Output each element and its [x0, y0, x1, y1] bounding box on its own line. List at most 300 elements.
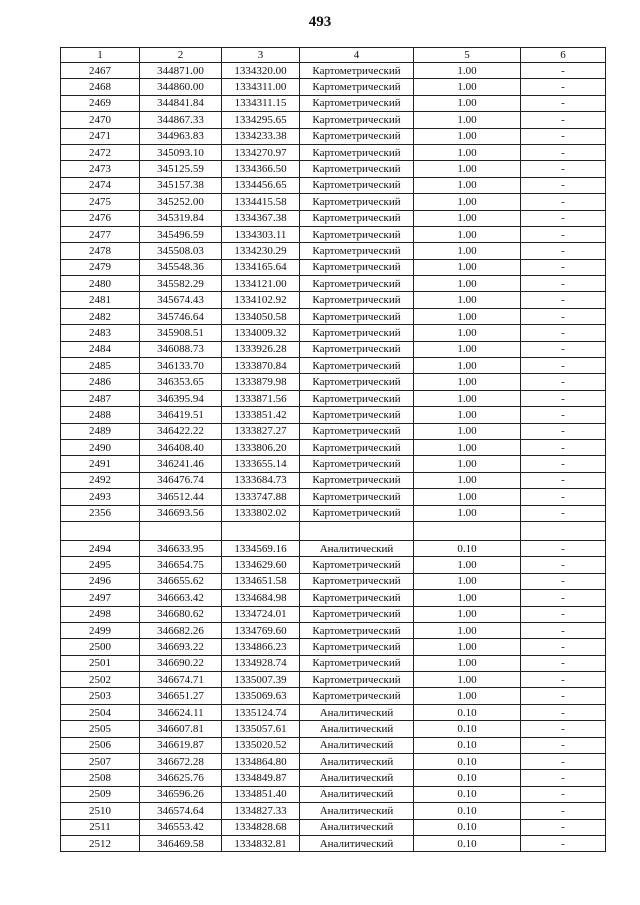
y-coordinate-cell: 1334684.98 [222, 590, 300, 606]
x-coordinate-cell: 345125.59 [140, 161, 222, 177]
point-number-cell: 2490 [61, 439, 140, 455]
column-header: 5 [414, 48, 521, 63]
point-number-cell: 2508 [61, 770, 140, 786]
accuracy-cell [414, 521, 521, 540]
y-coordinate-cell [222, 521, 300, 540]
note-cell: - [521, 341, 606, 357]
x-coordinate-cell: 346693.22 [140, 639, 222, 655]
point-number-cell: 2509 [61, 786, 140, 802]
accuracy-cell: 1.00 [414, 672, 521, 688]
method-cell: Картометрический [300, 606, 414, 622]
method-cell: Картометрический [300, 390, 414, 406]
accuracy-cell: 1.00 [414, 606, 521, 622]
note-cell: - [521, 786, 606, 802]
x-coordinate-cell: 346476.74 [140, 472, 222, 488]
table-row [61, 194, 606, 210]
point-number-cell: 2473 [61, 161, 140, 177]
table-row [61, 276, 606, 292]
table-header-row [61, 48, 606, 63]
point-number-cell: 2512 [61, 835, 140, 851]
note-cell: - [521, 704, 606, 720]
y-coordinate-cell: 1334928.74 [222, 655, 300, 671]
table-row [61, 259, 606, 275]
y-coordinate-cell: 1333851.42 [222, 407, 300, 423]
y-coordinate-cell: 1334866.23 [222, 639, 300, 655]
x-coordinate-cell: 345508.03 [140, 243, 222, 259]
x-coordinate-cell: 346419.51 [140, 407, 222, 423]
accuracy-cell: 1.00 [414, 259, 521, 275]
method-cell: Картометрический [300, 79, 414, 95]
point-number-cell: 2497 [61, 590, 140, 606]
note-cell: - [521, 161, 606, 177]
accuracy-cell: 1.00 [414, 439, 521, 455]
note-cell: - [521, 144, 606, 160]
note-cell: - [521, 325, 606, 341]
note-cell: - [521, 308, 606, 324]
method-cell: Картометрический [300, 557, 414, 573]
accuracy-cell: 0.10 [414, 704, 521, 720]
accuracy-cell: 1.00 [414, 308, 521, 324]
table-row [61, 786, 606, 802]
accuracy-cell: 1.00 [414, 505, 521, 521]
table-row [61, 390, 606, 406]
x-coordinate-cell: 346633.95 [140, 540, 222, 556]
note-cell: - [521, 770, 606, 786]
x-coordinate-cell: 346088.73 [140, 341, 222, 357]
accuracy-cell: 0.10 [414, 754, 521, 770]
note-cell [521, 521, 606, 540]
note-cell: - [521, 63, 606, 79]
accuracy-cell: 1.00 [414, 622, 521, 638]
table-row [61, 770, 606, 786]
table-row [61, 639, 606, 655]
accuracy-cell: 1.00 [414, 358, 521, 374]
note-cell: - [521, 754, 606, 770]
note-cell: - [521, 374, 606, 390]
note-cell: - [521, 259, 606, 275]
point-number-cell: 2477 [61, 226, 140, 242]
method-cell: Аналитический [300, 704, 414, 720]
table-row [61, 505, 606, 521]
point-number-cell: 2493 [61, 489, 140, 505]
accuracy-cell: 1.00 [414, 276, 521, 292]
x-coordinate-cell: 346674.71 [140, 672, 222, 688]
y-coordinate-cell: 1334769.60 [222, 622, 300, 638]
point-number-cell: 2480 [61, 276, 140, 292]
point-number-cell: 2499 [61, 622, 140, 638]
x-coordinate-cell: 345496.59 [140, 226, 222, 242]
point-number-cell: 2504 [61, 704, 140, 720]
point-number-cell: 2471 [61, 128, 140, 144]
x-coordinate-cell [140, 521, 222, 540]
y-coordinate-cell: 1334165.64 [222, 259, 300, 275]
x-coordinate-cell: 346663.42 [140, 590, 222, 606]
x-coordinate-cell: 346682.26 [140, 622, 222, 638]
x-coordinate-cell: 346655.62 [140, 573, 222, 589]
accuracy-cell: 1.00 [414, 144, 521, 160]
accuracy-cell: 1.00 [414, 177, 521, 193]
accuracy-cell: 0.10 [414, 540, 521, 556]
x-coordinate-cell: 346512.44 [140, 489, 222, 505]
method-cell: Аналитический [300, 803, 414, 819]
y-coordinate-cell: 1334050.58 [222, 308, 300, 324]
note-cell: - [521, 688, 606, 704]
y-coordinate-cell: 1333879.98 [222, 374, 300, 390]
accuracy-cell: 0.10 [414, 835, 521, 851]
table-row [61, 243, 606, 259]
table-row [61, 439, 606, 455]
note-cell: - [521, 128, 606, 144]
method-cell: Картометрический [300, 472, 414, 488]
method-cell: Картометрический [300, 161, 414, 177]
method-cell: Картометрический [300, 423, 414, 439]
method-cell: Аналитический [300, 835, 414, 851]
table-row [61, 557, 606, 573]
table-row [61, 79, 606, 95]
accuracy-cell: 1.00 [414, 573, 521, 589]
point-number-cell: 2469 [61, 95, 140, 111]
x-coordinate-cell: 346553.42 [140, 819, 222, 835]
table-row [61, 819, 606, 835]
note-cell: - [521, 194, 606, 210]
note-cell: - [521, 423, 606, 439]
note-cell: - [521, 472, 606, 488]
note-cell: - [521, 276, 606, 292]
point-number-cell: 2491 [61, 456, 140, 472]
point-number-cell: 2487 [61, 390, 140, 406]
method-cell: Аналитический [300, 721, 414, 737]
table-row [61, 489, 606, 505]
table-row [61, 754, 606, 770]
x-coordinate-cell: 346574.64 [140, 803, 222, 819]
point-number-cell: 2500 [61, 639, 140, 655]
y-coordinate-cell: 1334367.38 [222, 210, 300, 226]
method-cell: Аналитический [300, 540, 414, 556]
note-cell: - [521, 243, 606, 259]
table-row [61, 407, 606, 423]
method-cell: Картометрический [300, 655, 414, 671]
note-cell: - [521, 505, 606, 521]
accuracy-cell: 1.00 [414, 63, 521, 79]
y-coordinate-cell: 1334629.60 [222, 557, 300, 573]
point-number-cell: 2467 [61, 63, 140, 79]
accuracy-cell: 0.10 [414, 819, 521, 835]
note-cell: - [521, 407, 606, 423]
y-coordinate-cell: 1333871.56 [222, 390, 300, 406]
y-coordinate-cell: 1333870.84 [222, 358, 300, 374]
point-number-cell: 2498 [61, 606, 140, 622]
note-cell: - [521, 803, 606, 819]
y-coordinate-cell: 1334851.40 [222, 786, 300, 802]
point-number-cell: 2482 [61, 308, 140, 324]
accuracy-cell: 1.00 [414, 292, 521, 308]
point-number-cell: 2492 [61, 472, 140, 488]
table-row [61, 472, 606, 488]
table-row [61, 803, 606, 819]
y-coordinate-cell: 1333802.02 [222, 505, 300, 521]
x-coordinate-cell: 346624.11 [140, 704, 222, 720]
y-coordinate-cell: 1333655.14 [222, 456, 300, 472]
point-number-cell: 2507 [61, 754, 140, 770]
method-cell: Аналитический [300, 819, 414, 835]
method-cell: Картометрический [300, 622, 414, 638]
accuracy-cell: 0.10 [414, 786, 521, 802]
y-coordinate-cell: 1334320.00 [222, 63, 300, 79]
accuracy-cell: 1.00 [414, 95, 521, 111]
table-row [61, 63, 606, 79]
table-row [61, 606, 606, 622]
note-cell: - [521, 439, 606, 455]
point-number-cell: 2356 [61, 505, 140, 521]
y-coordinate-cell: 1334864.80 [222, 754, 300, 770]
accuracy-cell: 0.10 [414, 737, 521, 753]
table-row [61, 540, 606, 556]
table-row [61, 112, 606, 128]
point-number-cell: 2496 [61, 573, 140, 589]
table-row [61, 590, 606, 606]
column-header: 3 [222, 48, 300, 63]
y-coordinate-cell: 1335124.74 [222, 704, 300, 720]
point-number-cell: 2485 [61, 358, 140, 374]
x-coordinate-cell: 345319.84 [140, 210, 222, 226]
y-coordinate-cell: 1335069.63 [222, 688, 300, 704]
note-cell: - [521, 737, 606, 753]
x-coordinate-cell: 346408.40 [140, 439, 222, 455]
x-coordinate-cell: 346596.26 [140, 786, 222, 802]
note-cell: - [521, 655, 606, 671]
x-coordinate-cell: 345674.43 [140, 292, 222, 308]
accuracy-cell: 1.00 [414, 374, 521, 390]
table-row [61, 672, 606, 688]
x-coordinate-cell: 346395.94 [140, 390, 222, 406]
point-number-cell: 2511 [61, 819, 140, 835]
note-cell: - [521, 819, 606, 835]
note-cell: - [521, 177, 606, 193]
method-cell: Картометрический [300, 456, 414, 472]
note-cell: - [521, 557, 606, 573]
method-cell: Картометрический [300, 63, 414, 79]
y-coordinate-cell: 1334569.16 [222, 540, 300, 556]
y-coordinate-cell: 1335057.61 [222, 721, 300, 737]
y-coordinate-cell: 1333827.27 [222, 423, 300, 439]
point-number-cell: 2475 [61, 194, 140, 210]
table-row [61, 721, 606, 737]
method-cell: Картометрический [300, 358, 414, 374]
y-coordinate-cell: 1334311.15 [222, 95, 300, 111]
x-coordinate-cell: 345157.38 [140, 177, 222, 193]
method-cell: Картометрический [300, 144, 414, 160]
note-cell: - [521, 226, 606, 242]
note-cell: - [521, 639, 606, 655]
table-row [61, 292, 606, 308]
x-coordinate-cell: 345746.64 [140, 308, 222, 324]
point-number-cell: 2470 [61, 112, 140, 128]
method-cell: Картометрический [300, 243, 414, 259]
point-number-cell: 2488 [61, 407, 140, 423]
y-coordinate-cell: 1334849.87 [222, 770, 300, 786]
x-coordinate-cell: 345093.10 [140, 144, 222, 160]
table-row [61, 573, 606, 589]
point-number-cell: 2489 [61, 423, 140, 439]
table-row [61, 308, 606, 324]
y-coordinate-cell: 1334233.38 [222, 128, 300, 144]
method-cell: Картометрический [300, 374, 414, 390]
method-cell: Картометрический [300, 688, 414, 704]
accuracy-cell: 1.00 [414, 590, 521, 606]
method-cell: Картометрический [300, 308, 414, 324]
y-coordinate-cell: 1334303.11 [222, 226, 300, 242]
x-coordinate-cell: 346469.58 [140, 835, 222, 851]
y-coordinate-cell: 1333926.28 [222, 341, 300, 357]
note-cell: - [521, 590, 606, 606]
method-cell: Картометрический [300, 128, 414, 144]
x-coordinate-cell: 346625.76 [140, 770, 222, 786]
method-cell: Картометрический [300, 95, 414, 111]
x-coordinate-cell: 345582.29 [140, 276, 222, 292]
column-header: 1 [61, 48, 140, 63]
method-cell: Картометрический [300, 194, 414, 210]
table-row [61, 210, 606, 226]
accuracy-cell: 1.00 [414, 639, 521, 655]
y-coordinate-cell: 1334311.00 [222, 79, 300, 95]
method-cell [300, 521, 414, 540]
note-cell: - [521, 358, 606, 374]
x-coordinate-cell: 345252.00 [140, 194, 222, 210]
column-header: 6 [521, 48, 606, 63]
point-number-cell: 2468 [61, 79, 140, 95]
point-number-cell: 2502 [61, 672, 140, 688]
point-number-cell: 2483 [61, 325, 140, 341]
method-cell: Картометрический [300, 590, 414, 606]
column-header: 4 [300, 48, 414, 63]
point-number-cell: 2472 [61, 144, 140, 160]
x-coordinate-cell: 346133.70 [140, 358, 222, 374]
table-row [61, 704, 606, 720]
y-coordinate-cell: 1334415.58 [222, 194, 300, 210]
accuracy-cell: 1.00 [414, 226, 521, 242]
table-row [61, 374, 606, 390]
table-row [61, 177, 606, 193]
accuracy-cell: 1.00 [414, 112, 521, 128]
x-coordinate-cell: 346353.65 [140, 374, 222, 390]
method-cell: Аналитический [300, 770, 414, 786]
table-row [61, 655, 606, 671]
x-coordinate-cell: 344841.84 [140, 95, 222, 111]
coordinates-table [60, 47, 606, 852]
coordinates-table-body [61, 48, 606, 852]
method-cell: Аналитический [300, 737, 414, 753]
accuracy-cell: 1.00 [414, 557, 521, 573]
accuracy-cell: 1.00 [414, 688, 521, 704]
note-cell: - [521, 95, 606, 111]
table-row [61, 325, 606, 341]
accuracy-cell: 1.00 [414, 194, 521, 210]
y-coordinate-cell: 1335007.39 [222, 672, 300, 688]
note-cell: - [521, 112, 606, 128]
table-row [61, 358, 606, 374]
table-row [61, 341, 606, 357]
point-number-cell: 2506 [61, 737, 140, 753]
x-coordinate-cell: 346693.56 [140, 505, 222, 521]
method-cell: Картометрический [300, 177, 414, 193]
note-cell: - [521, 489, 606, 505]
note-cell: - [521, 606, 606, 622]
x-coordinate-cell: 346680.62 [140, 606, 222, 622]
accuracy-cell: 1.00 [414, 472, 521, 488]
accuracy-cell: 1.00 [414, 489, 521, 505]
x-coordinate-cell: 346690.22 [140, 655, 222, 671]
method-cell: Картометрический [300, 325, 414, 341]
method-cell: Картометрический [300, 407, 414, 423]
table-row [61, 456, 606, 472]
point-number-cell: 2478 [61, 243, 140, 259]
note-cell: - [521, 622, 606, 638]
x-coordinate-cell: 346241.46 [140, 456, 222, 472]
point-number-cell: 2505 [61, 721, 140, 737]
y-coordinate-cell: 1333747.88 [222, 489, 300, 505]
y-coordinate-cell: 1334230.29 [222, 243, 300, 259]
x-coordinate-cell: 344871.00 [140, 63, 222, 79]
method-cell: Картометрический [300, 210, 414, 226]
method-cell: Картометрический [300, 259, 414, 275]
point-number-cell: 2501 [61, 655, 140, 671]
point-number-cell: 2479 [61, 259, 140, 275]
y-coordinate-cell: 1334828.68 [222, 819, 300, 835]
note-cell: - [521, 721, 606, 737]
table-row [61, 161, 606, 177]
method-cell: Картометрический [300, 276, 414, 292]
table-row [61, 688, 606, 704]
y-coordinate-cell: 1334270.97 [222, 144, 300, 160]
method-cell: Картометрический [300, 292, 414, 308]
x-coordinate-cell: 344867.33 [140, 112, 222, 128]
point-number-cell: 2486 [61, 374, 140, 390]
table-row [61, 128, 606, 144]
note-cell: - [521, 390, 606, 406]
note-cell: - [521, 292, 606, 308]
page-number: 493 [308, 14, 332, 30]
y-coordinate-cell: 1333684.73 [222, 472, 300, 488]
method-cell: Картометрический [300, 439, 414, 455]
point-number-cell: 2474 [61, 177, 140, 193]
accuracy-cell: 1.00 [414, 161, 521, 177]
note-cell: - [521, 210, 606, 226]
x-coordinate-cell: 346651.27 [140, 688, 222, 704]
x-coordinate-cell: 345908.51 [140, 325, 222, 341]
x-coordinate-cell: 346607.81 [140, 721, 222, 737]
table-row [61, 835, 606, 851]
method-cell: Аналитический [300, 754, 414, 770]
column-header: 2 [140, 48, 222, 63]
note-cell: - [521, 456, 606, 472]
point-number-cell: 2510 [61, 803, 140, 819]
accuracy-cell: 1.00 [414, 210, 521, 226]
x-coordinate-cell: 345548.36 [140, 259, 222, 275]
y-coordinate-cell: 1334366.50 [222, 161, 300, 177]
accuracy-cell: 1.00 [414, 243, 521, 259]
note-cell: - [521, 672, 606, 688]
method-cell: Картометрический [300, 226, 414, 242]
y-coordinate-cell: 1335020.52 [222, 737, 300, 753]
y-coordinate-cell: 1334295.65 [222, 112, 300, 128]
method-cell: Картометрический [300, 639, 414, 655]
note-cell: - [521, 573, 606, 589]
method-cell: Аналитический [300, 786, 414, 802]
y-coordinate-cell: 1334121.00 [222, 276, 300, 292]
point-number-cell: 2484 [61, 341, 140, 357]
accuracy-cell: 0.10 [414, 803, 521, 819]
accuracy-cell: 1.00 [414, 407, 521, 423]
